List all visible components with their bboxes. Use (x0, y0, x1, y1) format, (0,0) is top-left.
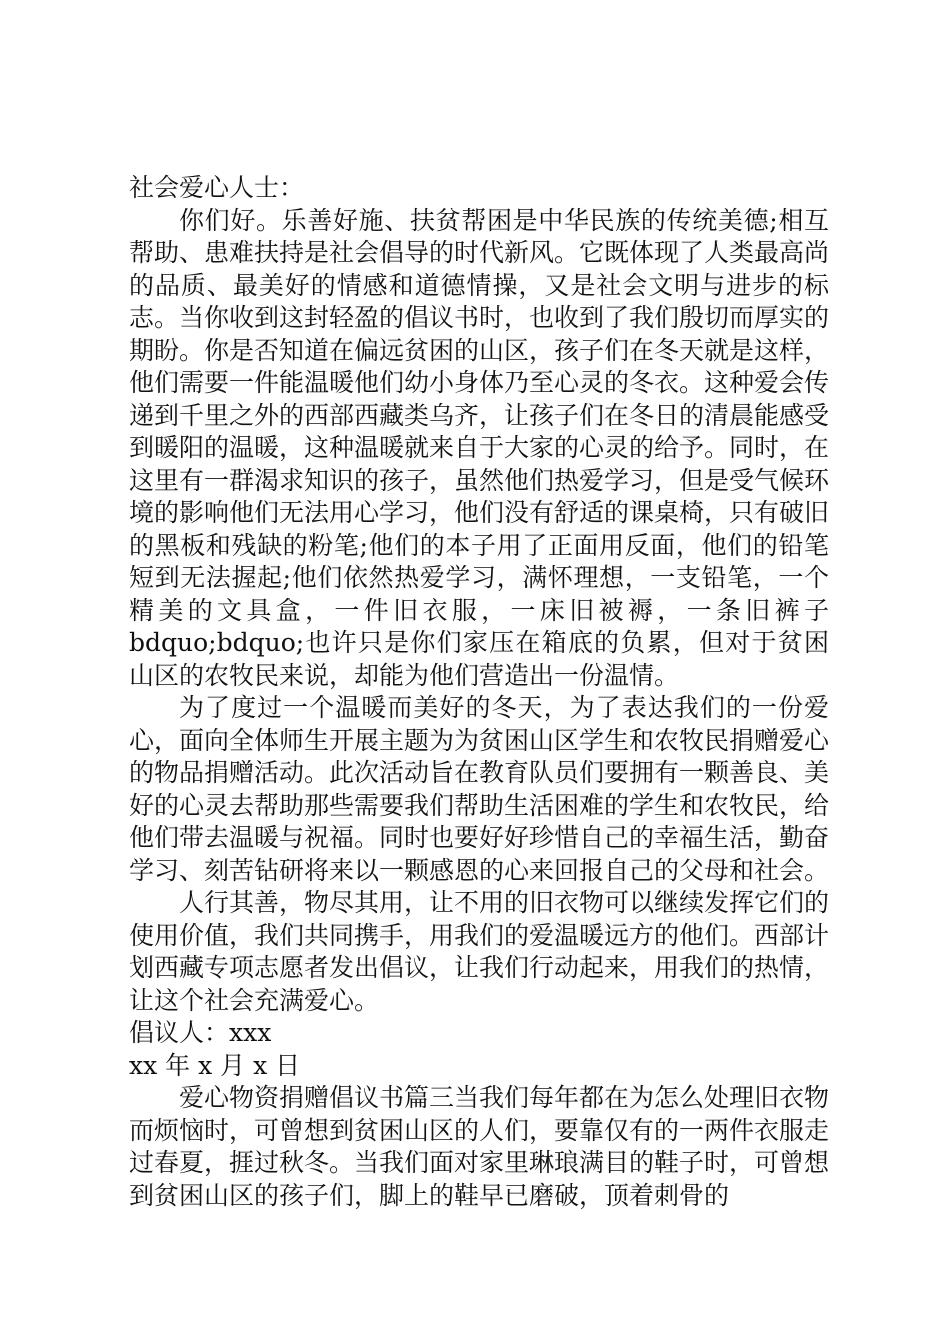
salutation: 社会爱心人士： (129, 173, 305, 202)
paragraph-greeting: 你们好。乐善好施、扶贫帮困是中华民族的传统美德;相互帮助、患难扶持是社会倡导的时代新风。它既体现了人类最高尚的品质、最美好的情感和道德情操，又是社会文明与进步的标志。当你收到这封轻盈的倡议书时，也收到了我们殷切而厚实的期盼。你是否知道在偏远贫困的山区，孩子们在冬天就是这样，他们需要一件能温暖他们幼小身体乃至心灵的冬衣。这种爱会传递到千里之外的西部西藏类乌齐，让孩子们在冬日的清晨能感受到暖阳的温暖，这种温暖就来自于大家的心灵的给予。同时，在这里有一群渴求知识的孩子，虽然他们热爱学习，但是受气候环境的影响他们无法用心学习，他们没有舒适的课桌椅，只有破旧的黑板和残缺的粉笔;他们的本子用了正面用反面，他们的铅笔短到无法握起;他们依然热爱学习，满怀理想，一支铅笔，一个精美的文具盒，一件旧衣服，一床旧被褥，一条旧裤子bdquo;bdquo;也许只是你们家压在箱底的负累，但对于贫困山区的农牧民来说，却能为他们营造出一份温情。 (129, 205, 830, 690)
paragraph-next-article: 爱心物资捐赠倡议书篇三当我们每年都在为怎么处理旧衣物而烦恼时，可曾想到贫困山区的人们，要靠仅有的一两件衣服走过春夏，捱过秋冬。当我们面对家里琳琅满目的鞋子时，可曾想到贫困山区的孩子们，脚上的鞋早已磨破，顶着刺骨的 (129, 1083, 830, 1210)
signature-date: xx 年 x 月 x 日 (129, 1050, 301, 1080)
paragraph-appeal: 人行其善，物尽其用，让不用的旧衣物可以继续发挥它们的使用价值，我们共同携手，用我们的爱温暖远方的他们。西部计划西藏专项志愿者发出倡议，让我们行动起来，用我们的热情，让这个社会充满爱心。 (129, 888, 830, 1015)
document-body (129, 172, 829, 1212)
signature-proposer: 倡议人：xxx (129, 1018, 272, 1047)
paragraph-purpose: 为了度过一个温暖而美好的冬天，为了表达我们的一份爱心，面向全体师生开展主题为为贫困山区学生和农牧民捐赠爱心的物品捐赠活动。此次活动旨在教育队员们要拥有一颗善良、美好的心灵去帮助那些需要我们帮助生活困难的学生和农牧民，给他们带去温暖与祝福。同时也要好好珍惜自己的幸福生活，勤奋学习、刻苦钻研将来以一颗感恩的心来回报自己的父母和社会。 (129, 693, 830, 885)
